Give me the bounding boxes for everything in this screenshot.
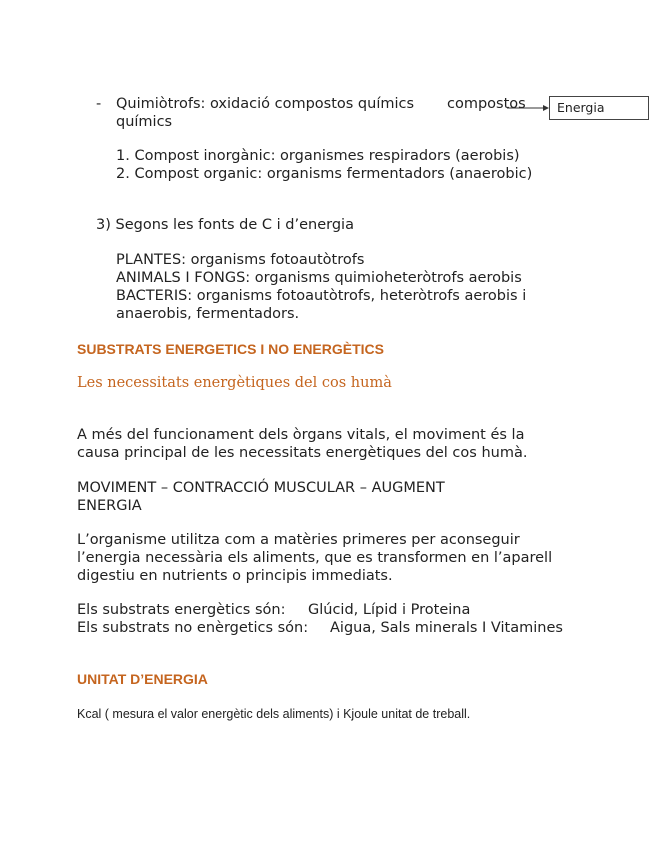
energetic-label: Els substrats energètics són: (77, 602, 286, 618)
energia-box-label: Energia (557, 100, 605, 115)
quimics-text: químics (116, 114, 173, 130)
list-item: 2. Compost organic: organisms fermentadors (anaerobic) (116, 166, 533, 182)
paragraph-line: digestiu en nutrients o principis immediats. (77, 568, 393, 584)
arrow-right-icon (507, 104, 549, 112)
quimiotrofs-text: Quimiòtrofs: oxidació compostos químics (116, 96, 415, 112)
paragraph-line: causa principal de les necessitats energètiques del cos humà. (77, 445, 528, 461)
unitat-heading: UNITAT D’ENERGIA (77, 671, 208, 687)
section3-heading: 3) Segons les fonts de C i d’energia (96, 217, 354, 233)
non-energetic-label: Els substrats no enèrgetics són: (77, 620, 309, 636)
compostos-text: compostos (447, 96, 526, 112)
substrats-heading: SUBSTRATS ENERGETICS I NO ENERGÈTICS (77, 341, 384, 357)
paragraph-line: MOVIMENT – CONTRACCIÓ MUSCULAR – AUGMENT (77, 480, 445, 496)
list-item: 1. Compost inorgànic: organismes respiradors (aerobis) (116, 148, 520, 164)
organism-line-plantes: PLANTES: organisms fotoautòtrofs (116, 252, 365, 268)
paragraph-line: L’organisme utilitza com a matèries primeres per aconseguir (77, 532, 520, 548)
energia-box (549, 96, 649, 120)
non-energetic-value: Aigua, Sals minerals I Vitamines (330, 620, 563, 636)
organism-line-animals: ANIMALS I FONGS: organisms quimioheteròtrofs aerobis (116, 270, 522, 286)
organism-line-bacteris: BACTERIS: organisms fotoautòtrofs, heteròtrofs aerobis i (116, 288, 527, 304)
organism-line-bacteris-cont: anaerobis, fermentadors. (116, 306, 300, 322)
bullet-dash: - (96, 96, 102, 112)
unitat-text: Kcal ( mesura el valor energètic dels aliments) i Kjoule unitat de treball. (77, 707, 471, 721)
paragraph-line: ENERGIA (77, 498, 142, 514)
necessitats-subheading: Les necessitats energètiques del cos humà (77, 375, 392, 391)
paragraph-line: l’energia necessària els aliments, que es transformen en l’aparell (77, 550, 553, 566)
energetic-value: Glúcid, Lípid i Proteina (308, 602, 471, 618)
paragraph-line: A més del funcionament dels òrgans vitals, el moviment és la (77, 427, 525, 443)
